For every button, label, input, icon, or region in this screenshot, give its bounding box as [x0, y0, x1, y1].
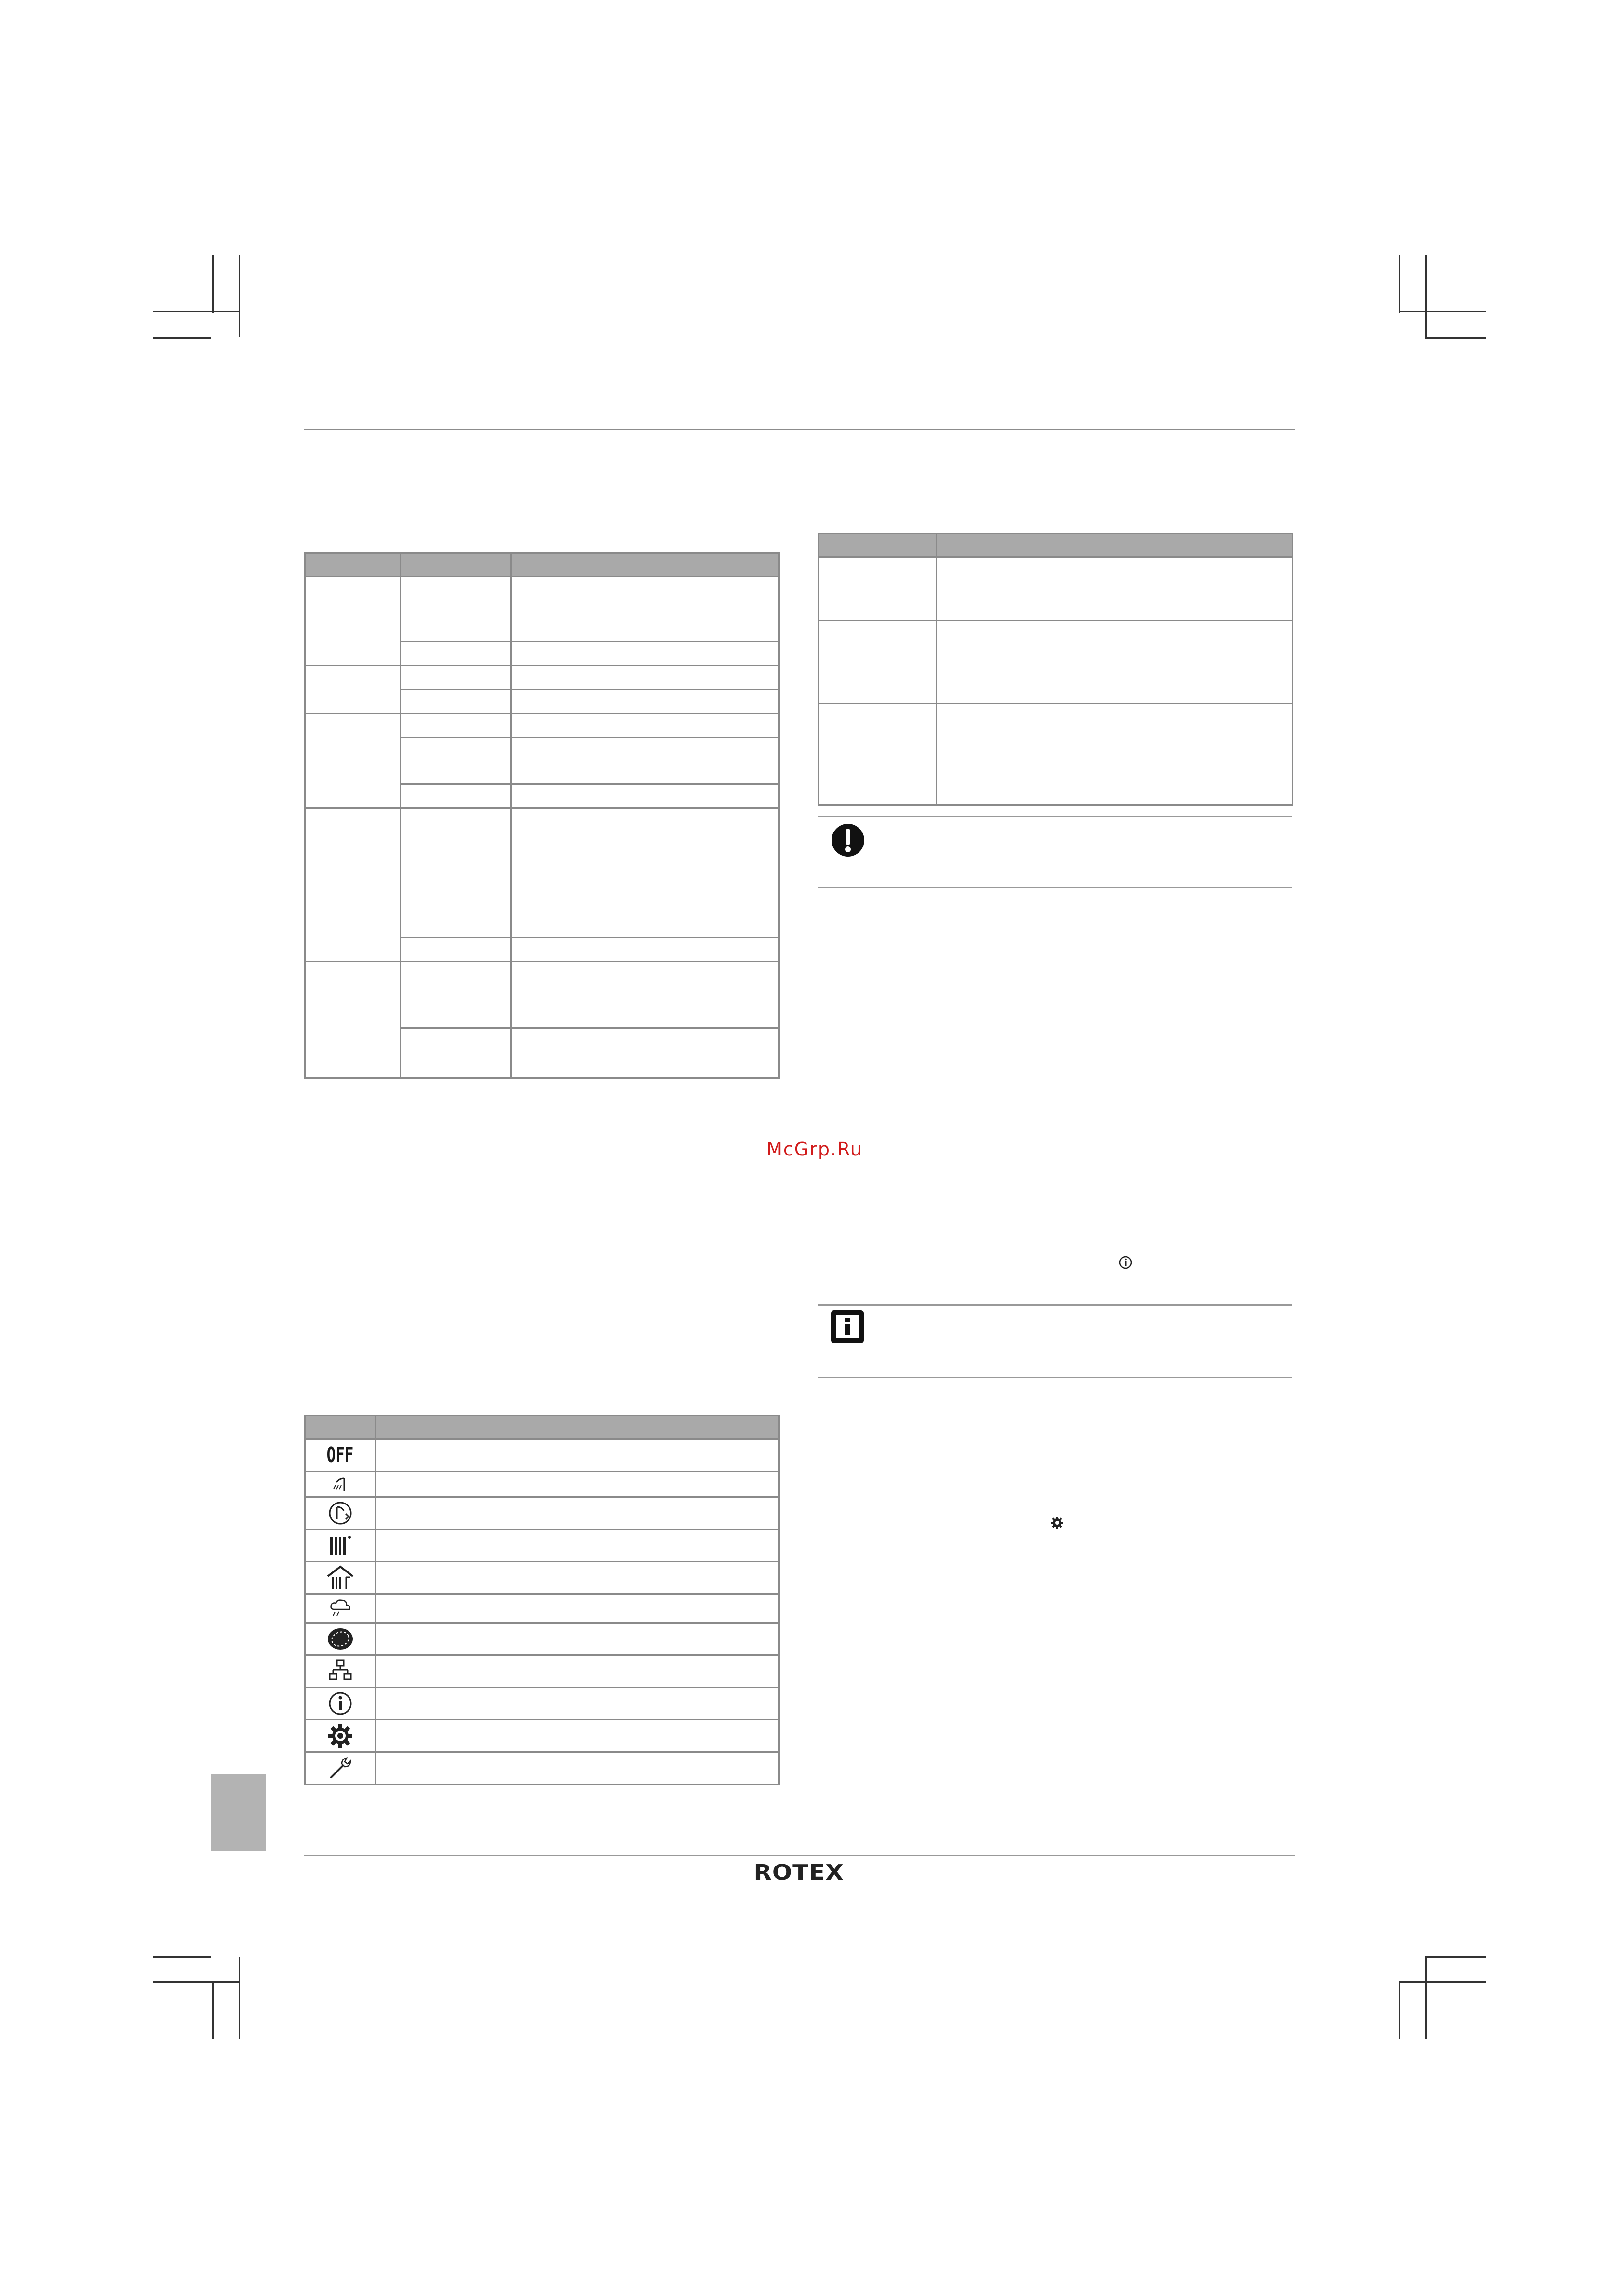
table-cell [376, 1655, 779, 1688]
table-row [819, 704, 1293, 805]
table-cell [937, 557, 1293, 621]
table-cell [376, 1439, 779, 1472]
table-row [305, 962, 779, 1028]
table-cell [401, 808, 511, 938]
table-row [819, 557, 1293, 621]
table-cell [819, 621, 937, 704]
info-note-top-rule [818, 1304, 1292, 1306]
icon-cell [305, 1594, 376, 1623]
table-row [305, 1655, 779, 1688]
table-cell [401, 577, 511, 642]
header-cell [511, 553, 779, 577]
header-rule [304, 429, 1295, 430]
weather-cloud-icon [327, 1597, 353, 1621]
watermark: McGrp.Ru [766, 1139, 863, 1160]
table-cell [511, 784, 779, 808]
info-icon [327, 1691, 353, 1717]
off-icon: OFF [326, 1443, 354, 1467]
hot-water-tap-icon [331, 1475, 350, 1494]
table-cell [819, 704, 937, 805]
table-cell [401, 690, 511, 714]
table-cell [511, 962, 779, 1028]
table-cell [401, 938, 511, 962]
table-cell [937, 704, 1293, 805]
tank-heating-icon [327, 1500, 353, 1526]
icon-cell [305, 1720, 376, 1752]
network-icon [327, 1658, 353, 1684]
icon-cell [305, 1562, 376, 1594]
table-cell [376, 1752, 779, 1785]
table-row [305, 1439, 779, 1472]
table-icons [304, 1415, 780, 1785]
table-cell [376, 1562, 779, 1594]
table-row [305, 808, 779, 938]
gear-icon [1050, 1516, 1064, 1530]
table-header [819, 534, 1293, 557]
table-right [818, 533, 1293, 806]
icon-cell [305, 1688, 376, 1720]
table-cell [376, 1623, 779, 1655]
header-cell [401, 553, 511, 577]
table-header [305, 553, 779, 577]
table-row [305, 1688, 779, 1720]
icon-cell [305, 1623, 376, 1655]
header-cell [819, 534, 937, 557]
table-cell [819, 557, 937, 621]
table-row [305, 1497, 779, 1530]
table-left [304, 552, 780, 1079]
table-row [305, 1720, 779, 1752]
footer-rule [304, 1855, 1295, 1856]
table-cell [511, 808, 779, 938]
table-header [305, 1416, 779, 1439]
info-note-bottom-rule [818, 1377, 1292, 1378]
table-cell [376, 1594, 779, 1623]
table-cell [376, 1720, 779, 1752]
table-cell [401, 666, 511, 690]
icon-cell [305, 1530, 376, 1562]
table-cell [511, 690, 779, 714]
table-cell [376, 1688, 779, 1720]
table-cell [401, 1028, 511, 1078]
icon-cell [305, 1472, 376, 1497]
table-row [305, 1472, 779, 1497]
table-cell [376, 1497, 779, 1530]
table-cell [511, 1028, 779, 1078]
icon-cell [305, 1655, 376, 1688]
house-radiator-icon [326, 1565, 355, 1591]
info-box-icon [830, 1309, 865, 1344]
table-row [305, 666, 779, 690]
icon-cell [305, 1439, 376, 1472]
table-cell [511, 666, 779, 690]
table-cell [511, 577, 779, 642]
table-cell [401, 962, 511, 1028]
info-circle-icon [1118, 1255, 1133, 1270]
header-cell [305, 553, 401, 577]
heat-pump-icon [326, 1626, 355, 1652]
table-row [305, 714, 779, 738]
icon-cell [305, 1752, 376, 1785]
header-cell [305, 1416, 376, 1439]
table-cell [401, 738, 511, 784]
table-row [305, 1594, 779, 1623]
table-row [305, 1562, 779, 1594]
group-cell [305, 666, 401, 714]
warning-note-top-rule [818, 816, 1292, 817]
table-row [305, 1623, 779, 1655]
gear-icon [327, 1723, 353, 1749]
icon-cell [305, 1497, 376, 1530]
table-cell [937, 621, 1293, 704]
table-row [305, 1752, 779, 1785]
side-tab [211, 1774, 266, 1851]
table-cell [511, 938, 779, 962]
table-row [819, 621, 1293, 704]
table-cell [511, 738, 779, 784]
group-cell [305, 962, 401, 1078]
table-cell [401, 714, 511, 738]
radiator-icon [327, 1533, 353, 1558]
table-cell [376, 1472, 779, 1497]
group-cell [305, 577, 401, 666]
warning-note-bottom-rule [818, 887, 1292, 888]
header-cell [937, 534, 1293, 557]
group-cell [305, 808, 401, 962]
table-cell [401, 784, 511, 808]
table-row [305, 1530, 779, 1562]
table-cell [511, 642, 779, 666]
header-cell [376, 1416, 779, 1439]
rotex-logo: ROTEX [753, 1860, 844, 1885]
group-cell [305, 714, 401, 808]
wrench-icon [327, 1755, 353, 1781]
table-cell [511, 714, 779, 738]
exclamation-icon [830, 822, 866, 858]
table-row [305, 577, 779, 642]
table-cell [401, 642, 511, 666]
table-cell [376, 1530, 779, 1562]
